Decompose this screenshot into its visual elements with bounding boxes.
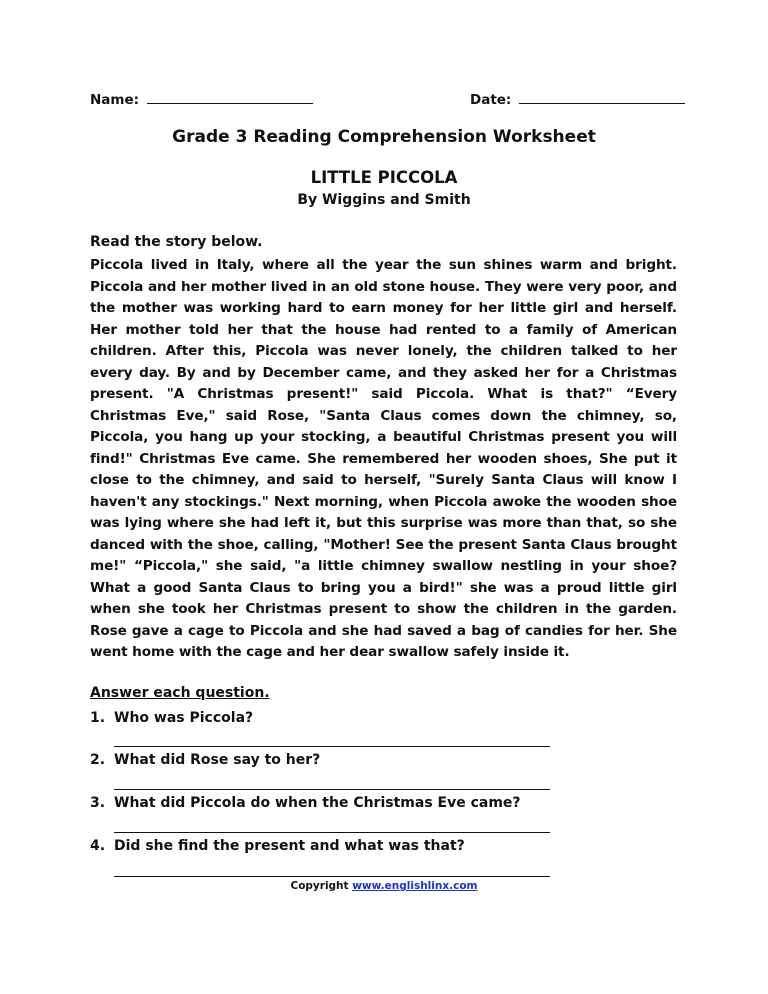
reading-instruction: Read the story below.: [90, 234, 263, 250]
date-blank-line[interactable]: [519, 91, 685, 104]
question-3: [90, 795, 521, 811]
answer-heading: Answer each question.: [90, 685, 270, 701]
story-body: Piccola lived in Italy, where all the year the sun shines warm and bright. Piccola and her mother lived in an old stone house. They were very poor, and the mother was working hard to earn money for her little girl and herself. Her mother told her that the house had rented to a family of American children. After this, Piccola was never lonely, the children talked to her every day. By and by December came, and they asked her for a Christmas present. "A Christmas present!" said Piccola. What is that?" “Every Christmas Eve," said Rose, "Santa Claus comes down the chimney, so, Piccola, you hang up your stocking, a beautiful Christmas present you will find!" Christmas Eve came. She remembered her wooden shoes, She put it close to the chimney, and said to herself, "Surely Santa Claus will know I haven't any stockings." Next morning, when Piccola awoke the wooden shoe was lying where she had left it, but this surprise was more than that, so she danced with the shoe, calling, "Mother! See the present Santa Claus brought me!" “Piccola," she said, "a little chimney swallow nestling in your shoe? What a good Santa Claus to bring you a bird!" she was a proud little girl when she took her Christmas present to show the children in the garden. Rose gave a cage to Piccola and she had saved a bag of candies for her. She went home with the cage and her dear swallow safely inside it.: [90, 257, 677, 660]
answer-line-1[interactable]: [114, 746, 550, 747]
worksheet-title: Grade 3 Reading Comprehension Worksheet: [172, 127, 596, 147]
answer-line-2[interactable]: [114, 789, 550, 790]
date-label: Date:: [470, 92, 512, 108]
question-number: 2.: [90, 752, 106, 768]
name-label: Name:: [90, 92, 140, 108]
question-text: Did she find the present and what was that?: [114, 838, 465, 854]
question-text: What did Rose say to her?: [114, 752, 321, 768]
date-field: [470, 91, 685, 108]
question-1: [90, 710, 253, 726]
question-2: [90, 752, 320, 768]
website-link[interactable]: www.englishlinx.com: [352, 880, 478, 892]
question-text: What did Piccola do when the Christmas Eve came?: [114, 795, 521, 811]
question-number: 3.: [90, 795, 106, 811]
answer-line-3[interactable]: [114, 832, 550, 833]
question-number: 4.: [90, 838, 106, 854]
story-title: LITTLE PICCOLA: [310, 168, 458, 187]
question-4: [90, 838, 465, 854]
copyright-footer: [0, 880, 768, 892]
question-number: 1.: [90, 710, 106, 726]
copyright-label: Copyright: [290, 880, 349, 892]
name-field: [90, 91, 313, 108]
answer-line-4[interactable]: [114, 876, 550, 877]
name-blank-line[interactable]: [147, 91, 313, 104]
story-byline: By Wiggins and Smith: [297, 192, 471, 208]
question-text: Who was Piccola?: [114, 710, 254, 726]
